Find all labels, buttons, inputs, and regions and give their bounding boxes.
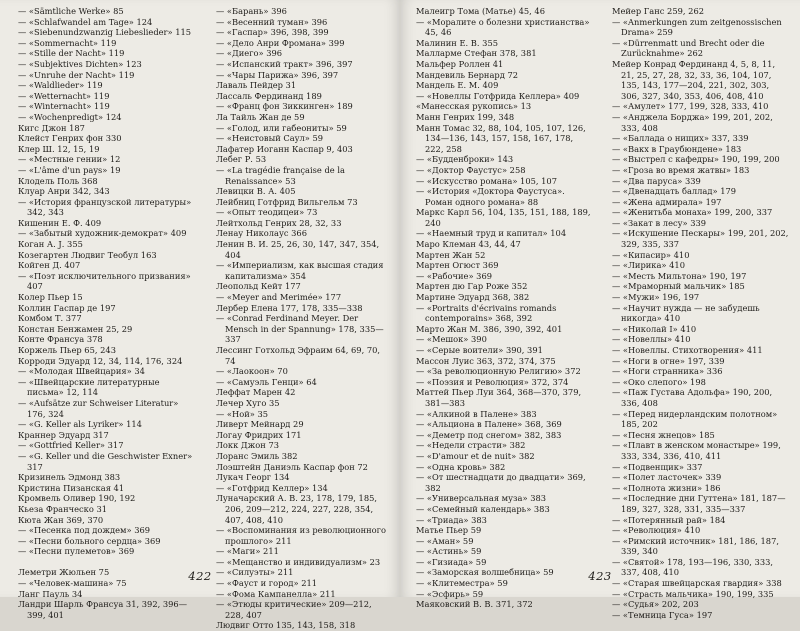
index-entry: Кишенин Е. Ф. 409 bbox=[18, 217, 102, 228]
index-entry bbox=[18, 557, 194, 568]
index-entry: Массон Луис 363, 372, 374, 375 bbox=[416, 355, 556, 366]
index-entry: Мартине Эдуард 368, 382 bbox=[416, 292, 530, 303]
index-entry: — «Клитеместра» 59 bbox=[416, 578, 508, 589]
index-entry: Кризинель Эдмонд 383 bbox=[18, 472, 121, 483]
index-entry: — «Франц фон Зиккинген» 189 bbox=[216, 101, 353, 112]
index-entry: — «Поэт исключительного призвания» 407 bbox=[18, 270, 191, 292]
index-entry: — «Песни пулеметов» 369 bbox=[18, 546, 135, 557]
index-entry: — «Универсальная муза» 383 bbox=[416, 493, 547, 504]
index-entry: — «Баллада о нищих» 337, 339 bbox=[612, 133, 749, 144]
index-entry: — «Паж Густава Адольфа» 190, 200, 336, 408 bbox=[612, 387, 773, 408]
index-entry: Ленин В. И. 25, 26, 30, 147, 347, 354, 404 bbox=[216, 239, 380, 260]
index-entry: — «Песня жнецов» 185 bbox=[612, 429, 715, 440]
index-entry: — «Последние дни Гуттена» 181, 187—189, 327, 328, 331, 335—337 bbox=[612, 493, 786, 514]
index-entry: Маркс Карл 56, 104, 135, 151, 188, 189, 240 bbox=[416, 207, 591, 228]
index-entry: — «Местные гении» 12 bbox=[18, 154, 121, 165]
index-entry: — «Семейный календарь» 383 bbox=[416, 503, 550, 514]
index-entry: — «Portraits d'écrivains romands contemporains» 368, 392 bbox=[416, 302, 557, 324]
index-entry: — «Плавт в женском монастыре» 199, 333, 334, 336, 410, 411 bbox=[612, 440, 781, 461]
index-entry: — «Искусство романа» 105, 107 bbox=[416, 175, 557, 186]
index-entry: — «Самуэль Генци» 64 bbox=[216, 376, 317, 387]
index-entry: Леметри Жюльен 75 bbox=[18, 567, 110, 578]
index-entry: — «G. Keller und die Geschwister Exner» 317 bbox=[18, 450, 193, 472]
index-entry: — «Научит нужда — не забудешь никогда» 410 bbox=[612, 302, 760, 324]
index-entry: Колер Пьер 15 bbox=[18, 292, 83, 303]
index-entry: Кристина Пизанская 41 bbox=[18, 482, 125, 493]
index-entry: — «Кипасир» 410 bbox=[612, 249, 690, 260]
index-entry: Козегартен Людвиг Теобул 163 bbox=[18, 249, 157, 260]
index-entry: — «Гроза во время жатвы» 183 bbox=[612, 164, 750, 175]
index-entry: — «Око слепого» 198 bbox=[612, 376, 706, 387]
index-entry: Коллин Гаспар де 197 bbox=[18, 302, 116, 313]
index-entry: Кьеза Франческо 31 bbox=[18, 503, 108, 514]
index-entry: — «Подвенщик» 337 bbox=[612, 461, 703, 472]
index-entry: — «Наемный труд и капитал» 104 bbox=[416, 228, 567, 239]
index-entry: — «Алкиной в Палене» 383 bbox=[416, 408, 537, 419]
index-entry: — «Этюды критические» 209—212, 228, 407 bbox=[216, 599, 372, 620]
index-entry: — «Unruhe der Nacht» 119 bbox=[18, 69, 135, 80]
index-entry: Матье Пьер 59 bbox=[416, 525, 482, 536]
index-entry: — «Серые воители» 390, 391 bbox=[416, 345, 543, 355]
index-entry: — «Жена адмирала» 197 bbox=[612, 196, 722, 207]
index-entry: Лаваль Пейдер 31 bbox=[216, 80, 297, 91]
index-entry: Лоэштейн Даниэль Каспар фон 72 bbox=[216, 461, 368, 472]
index-entry: Марто Жан М. 386, 390, 392, 401 bbox=[416, 323, 563, 334]
index-entry: Лейбниц Готфрид Вильгельм 73 bbox=[216, 196, 358, 207]
page-right bbox=[400, 0, 800, 620]
index-entry: Мартен дю Гар Роже 352 bbox=[416, 281, 528, 292]
index-entry: — «Stille der Nacht» 119 bbox=[18, 48, 125, 59]
index-entry: Логау Фридрих 171 bbox=[216, 429, 302, 440]
index-entry: — «Winternacht» 119 bbox=[18, 101, 110, 112]
index-entry: Ландри Шарль Франсуа 31, 392, 396—399, 401 bbox=[18, 599, 188, 620]
index-entry: — «Закат в лесу» 339 bbox=[612, 217, 707, 228]
index-entry: — «Мещанство и индивидуализм» 23 bbox=[216, 556, 381, 567]
index-entry: — «Гаспар» 396, 398, 399 bbox=[216, 27, 329, 38]
index-entry: — «Siebenundzwanzig Liebeslieder» 115 bbox=[18, 27, 192, 38]
index-entry: Левицки В. А. 405 bbox=[216, 186, 296, 197]
index-entry: Кигс Джон 187 bbox=[18, 122, 85, 133]
index-entry: — «Барань» 396 bbox=[216, 6, 287, 16]
index-entry: — «Моралите о болезни христианства» 45, 46 bbox=[416, 16, 590, 38]
index-entry: — «Анджела Борджа» 199, 201, 202, 333, 408 bbox=[612, 111, 773, 133]
index-entry: — «Потерянный рай» 184 bbox=[612, 514, 726, 525]
index-entry: — «Schlafwandel am Tage» 124 bbox=[18, 16, 153, 27]
index-entry: — «Conrad Ferdinand Meyer. Der Mensch in der Spannung» 178, 335—337 bbox=[216, 313, 384, 345]
index-entry: — «Subjektives Dichten» 123 bbox=[18, 58, 142, 69]
index-entry: Клуар Анри 342, 343 bbox=[18, 186, 110, 197]
index-entry: Коржель Пьер 65, 243 bbox=[18, 345, 116, 355]
index-entry: — «Триада» 383 bbox=[416, 514, 487, 525]
index-column bbox=[200, 6, 400, 631]
index-entry: «Манесская рукопись» 13 bbox=[416, 101, 532, 112]
index-entry: — «Римский источник» 181, 186, 187, 339, 340 bbox=[612, 535, 780, 557]
index-entry: — «Николай I» 410 bbox=[612, 323, 697, 334]
index-entry: — «Дело Анри Фромана» 399 bbox=[216, 37, 345, 48]
index-entry: Кюта Жан 369, 370 bbox=[18, 514, 104, 525]
index-entry: — «Швейцарские литературные письма» 12, 114 bbox=[18, 376, 160, 398]
index-entry: Лукач Георг 134 bbox=[216, 472, 290, 483]
index-entry: — «От шестнадцати до двадцати» 369, 382 bbox=[416, 472, 586, 493]
index-entry: — «Два паруса» 339 bbox=[612, 175, 701, 186]
index-entry: — «Опыт теодицеи» 73 bbox=[216, 207, 318, 218]
index-entry: — «Молодая Швейцария» 34 bbox=[18, 366, 145, 377]
index-entry: — «Полет ласточек» 339 bbox=[612, 472, 722, 483]
index-entry: — «Неистовый Саул» 59 bbox=[216, 133, 324, 144]
index-entry: — «Мраморный мальчик» 185 bbox=[612, 281, 745, 292]
index-entry: — «Диего» 396 bbox=[216, 48, 283, 59]
index-entry: Ланг Пауль 34 bbox=[18, 588, 83, 599]
index-entry: — «L'âme d'un pays» 19 bbox=[18, 164, 121, 175]
index-entry: Лечер Хуго 35 bbox=[216, 397, 280, 408]
index-entry: — «Gottfried Keller» 317 bbox=[18, 440, 124, 451]
index-entry: — «Фауст и город» 211 bbox=[216, 578, 318, 589]
index-entry: — «Мужи» 196, 197 bbox=[612, 292, 700, 303]
index-entry: Манн Генрих 199, 348 bbox=[416, 111, 515, 122]
index-entry: — «Амулет» 177, 199, 328, 333, 410 bbox=[612, 101, 769, 112]
index-entry: — «Выстрел с кафедры» 190, 199, 200 bbox=[612, 154, 780, 165]
index-entry: — «Искушение Пескары» 199, 201, 202, 329, 335, 337 bbox=[612, 228, 789, 250]
index-entry: — «Одна кровь» 382 bbox=[416, 461, 506, 472]
index-entry: — «Астинь» 59 bbox=[416, 546, 482, 557]
index-entry: Малеигр Тома (Матье) 45, 46 bbox=[416, 6, 545, 16]
index-entry: — «Весенний туман» 396 bbox=[216, 16, 328, 27]
index-entry: — «Двенадцать баллад» 179 bbox=[612, 186, 737, 197]
index-entry: — «Ноги странника» 336 bbox=[612, 366, 723, 377]
index-entry: Малинин Е. В. 355 bbox=[416, 37, 499, 48]
index-entry: Мандевиль Бернард 72 bbox=[416, 69, 519, 80]
index-entry: — «Ной» 35 bbox=[216, 408, 269, 419]
index-entry: — «Месть Мильтона» 190, 197 bbox=[612, 270, 747, 281]
index-entry: — «Империализм, как высшая стадия капитализма» 354 bbox=[216, 260, 384, 281]
index-entry: Лафатер Иоганн Каспар 9, 403 bbox=[216, 143, 353, 154]
index-columns-left bbox=[0, 6, 400, 631]
index-entry: Леопольд Кейт 177 bbox=[216, 281, 301, 292]
index-entry: Лейтхольд Генрих 28, 32, 33 bbox=[216, 217, 342, 228]
index-entry: Лербер Елена 177, 178, 335—338 bbox=[216, 302, 363, 313]
index-entry: — «Маги» 211 bbox=[216, 546, 279, 557]
index-entry: Манн Томас 32, 88, 104, 105, 107, 126, 134—136, 143, 157, 158, 167, 178, 222, 258 bbox=[416, 122, 586, 154]
index-entry: — «Недели страсти» 382 bbox=[416, 440, 526, 451]
index-entry: — «Meyer and Merimée» 177 bbox=[216, 292, 342, 303]
index-entry: Ливерт Мейнард 29 bbox=[216, 419, 304, 430]
index-entry: Конте Франсуа 378 bbox=[18, 334, 103, 345]
index-entry: — «G. Keller als Lyriker» 114 bbox=[18, 419, 142, 430]
index-entry: — «Чары Парижа» 396, 397 bbox=[216, 69, 339, 80]
index-entry: Коган А. Ј. 355 bbox=[18, 239, 83, 250]
index-entry: — «Aufsätze zur Schweiser Literatur» 176, 324 bbox=[18, 397, 179, 419]
index-entry: Мартен Жан 52 bbox=[416, 249, 486, 260]
index-entry: — «Wetternacht» 119 bbox=[18, 90, 110, 101]
index-entry: Ленау Николаус 366 bbox=[216, 228, 307, 239]
page-number: 423 bbox=[588, 569, 612, 583]
index-entry: — «La tragédie française de la Renaissance» 53 bbox=[216, 164, 345, 186]
index-entry: Лассаль Фердинанд 189 bbox=[216, 90, 322, 101]
index-entry: — «Dürrenmatt und Brecht oder die Zurücknahme» 262 bbox=[612, 37, 765, 59]
index-entry: Констан Бенжамен 25, 29 bbox=[18, 323, 133, 334]
index-entry: — «Гизиада» 59 bbox=[416, 556, 487, 567]
index-entry: — «Человек-машина» 75 bbox=[18, 578, 127, 589]
index-entry: — «Аман» 59 bbox=[416, 535, 474, 546]
index-entry: Малларме Стефан 378, 381 bbox=[416, 48, 537, 59]
index-entry: — «Поэзия и Революция» 372, 374 bbox=[416, 376, 569, 387]
index-entry: — «Эсфирь» 59 bbox=[416, 588, 484, 599]
index-entry: — «Голод, или габеониты» 59 bbox=[216, 122, 347, 133]
index-entry: — «Sommernacht» 119 bbox=[18, 37, 117, 48]
index-entry: — «Полнота жизни» 186 bbox=[612, 482, 721, 493]
index-entry: — «Новеллы» 410 bbox=[612, 334, 691, 345]
index-entry: — «Деметр под снегом» 382, 383 bbox=[416, 429, 562, 440]
index-entry: — «Готфрид Келлер» 134 bbox=[216, 482, 328, 493]
index-entry: — «Женитьба монаха» 199, 200, 337 bbox=[612, 207, 773, 218]
index-entry: Маяковский В. В. 371, 372 bbox=[416, 599, 533, 610]
index-entry: — «Воспоминания из революционного прошлого» 211 bbox=[216, 525, 386, 546]
index-entry: Койген Д. 407 bbox=[18, 260, 81, 271]
index-entry: — «Темница Гуса» 197 bbox=[612, 609, 713, 620]
index-entry: — «История французской литературы» 342, 343 bbox=[18, 196, 192, 218]
index-entry: Краннер Эдуард 317 bbox=[18, 429, 109, 440]
index-entry: — «Перед нидерландским полотном» 185, 202 bbox=[612, 408, 778, 430]
index-entry: — «Рабочие» 369 bbox=[416, 270, 493, 281]
index-entry: — «История «Доктора Фаустуса». Роман одного романа» 88 bbox=[416, 186, 565, 207]
index-entry: — «Старая швейцарская гвардия» 338 bbox=[612, 578, 782, 589]
index-entry: — «Anmerkungen zum zeitgenossischen Drama» 259 bbox=[612, 16, 782, 38]
index-entry: — «Лаокоон» 70 bbox=[216, 366, 288, 377]
index-entry: — «Ноги в огне» 197, 339 bbox=[612, 355, 725, 366]
index-entry: Мандель Е. М. 409 bbox=[416, 80, 499, 91]
index-entry: — «Фома Кампанелла» 211 bbox=[216, 588, 336, 599]
index-entry: — «D'amour et de nuit» 382 bbox=[416, 450, 535, 461]
index-entry: Клодель Поль 368 bbox=[18, 175, 98, 186]
index-entry: Лебег Р. 53 bbox=[216, 154, 267, 165]
index-entry: — «Песенка под дождем» 369 bbox=[18, 525, 151, 536]
index-entry: Мартен Огюст 369 bbox=[416, 260, 499, 271]
index-entry: Маро Клеман 43, 44, 47 bbox=[416, 239, 521, 250]
index-entry: — «Забытый художник-демократ» 409 bbox=[18, 228, 187, 239]
index-entry: — «Новеллы. Стихотворения» 411 bbox=[612, 345, 763, 355]
index-entry: — «Песни больного сердца» 369 bbox=[18, 535, 161, 546]
index-entry: — «Новеллы Готфрида Келлера» 409 bbox=[416, 90, 580, 101]
index-entry: Леффат Марен 42 bbox=[216, 387, 296, 398]
index-entry: Ла Тайль Жан де 59 bbox=[216, 111, 305, 122]
index-entry: Комбом Т. 377 bbox=[18, 313, 82, 324]
index-entry: — «Будденброки» 143 bbox=[416, 154, 514, 165]
index-entry: Клейст Генрих фон 330 bbox=[18, 133, 122, 144]
index-entry: Лессинг Готхольд Эфраим 64, 69, 70, 74 bbox=[216, 345, 381, 366]
index-entry: Луначарский А. В. 23, 178, 179, 185, 206, 209—212, 224, 227, 228, 354, 407, 408, 410 bbox=[216, 493, 378, 525]
index-entry: — «Sämtliche Werke» 85 bbox=[18, 6, 124, 16]
index-entry: — «За революционную Религию» 372 bbox=[416, 366, 581, 377]
index-entry: Людвиг Отто 135, 143, 158, 318 bbox=[216, 620, 356, 631]
index-entry: — «Страсть мальчика» 190, 199, 335 bbox=[612, 588, 774, 599]
index-entry: — «Заморская волшебница» 59 bbox=[416, 567, 554, 578]
index-entry: Маттей Пьер Луи 364, 368—370, 379, 381—383 bbox=[416, 387, 582, 408]
index-entry: — «Судья» 202, 203 bbox=[612, 599, 699, 610]
index-entry: — «Святой» 178, 193—196, 330, 333, 337, 408, 410 bbox=[612, 556, 774, 578]
index-entry: — «Силуэты» 211 bbox=[216, 567, 294, 578]
index-entry: — «Альциона в Палене» 368, 369 bbox=[416, 419, 562, 430]
index-entry: Мейер Ганс 259, 262 bbox=[612, 6, 704, 16]
index-entry: Мальфер Роллен 41 bbox=[416, 58, 504, 69]
index-entry: Клер Ш. 12, 15, 19 bbox=[18, 143, 100, 154]
index-entry: — «Wochenpredigt» 124 bbox=[18, 111, 122, 122]
index-entry: Кромвель Оливер 190, 192 bbox=[18, 493, 136, 504]
index-entry: — «Мешок» 390 bbox=[416, 334, 487, 345]
index-entry: — «Доктор Фаустус» 258 bbox=[416, 164, 526, 175]
index-entry: — «Лирика» 410 bbox=[612, 260, 685, 271]
index-entry: — «Революция» 410 bbox=[612, 525, 701, 536]
page-number: 422 bbox=[188, 569, 212, 583]
index-entry: — «Испанский тракт» 396, 397 bbox=[216, 58, 353, 69]
index-entry: — «Waldlieder» 119 bbox=[18, 80, 103, 91]
index-entry: Локк Джон 73 bbox=[216, 440, 280, 451]
index-entry: Корроди Эдуард 12, 34, 114, 176, 324 bbox=[18, 355, 183, 366]
index-entry: — «Вакх в Граубюндене» 183 bbox=[612, 143, 742, 154]
index-entry: Мейер Конрад Фердинанд 4, 5, 8, 11, 21, 25, 27, 28, 32, 33, 36, 104, 107, 135, 143, 177—204, 221, 302, 303, 306, 327, 340, 353, 406, 408, 410 bbox=[612, 58, 776, 101]
index-entry: Лоранс Эмиль 382 bbox=[216, 450, 298, 461]
